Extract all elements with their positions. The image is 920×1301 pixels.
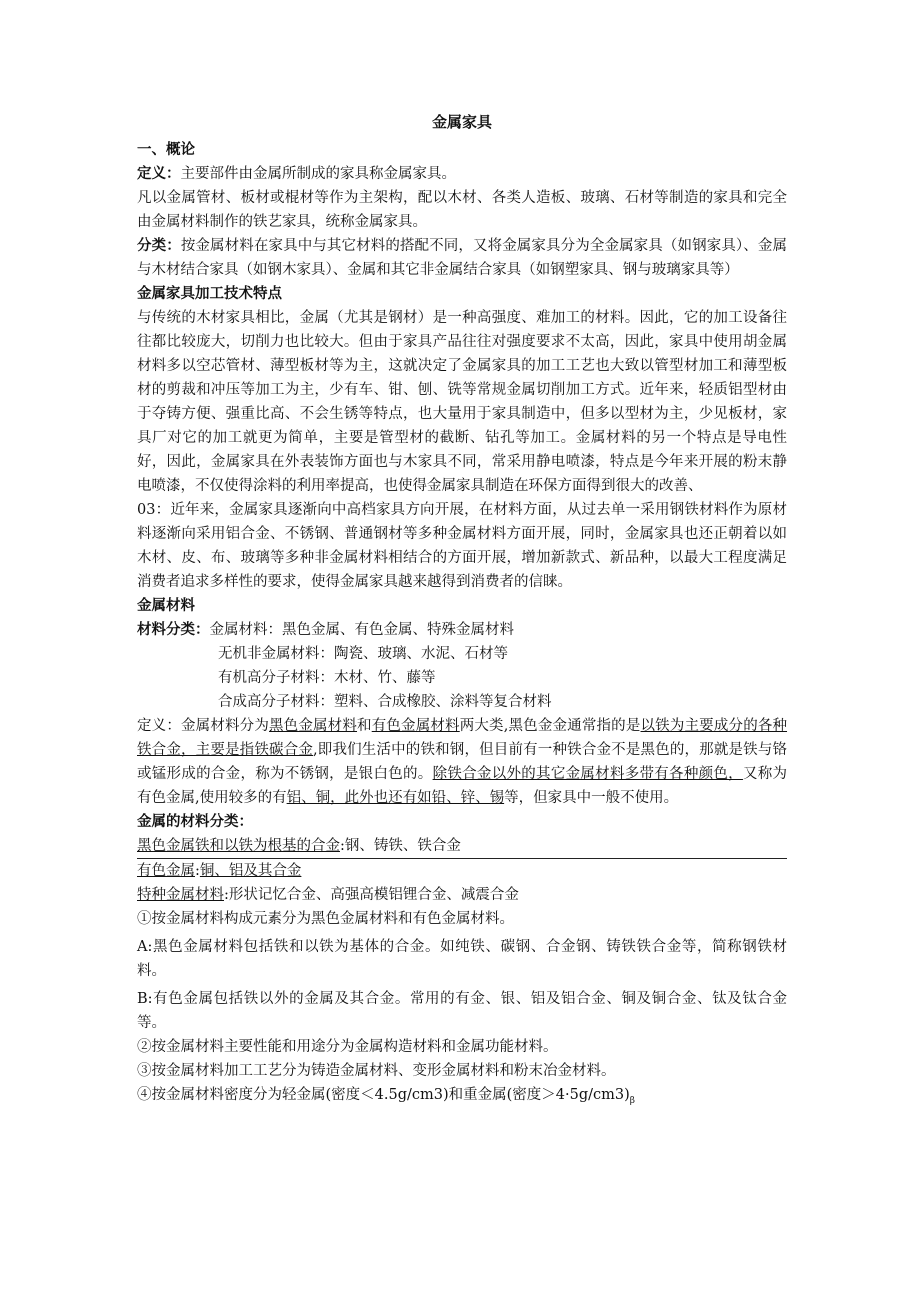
material-class-3: 有机高分子材料：木材、竹、藤等 — [218, 670, 436, 686]
list-item-4 — [137, 1083, 787, 1113]
color-metal-line — [137, 859, 787, 883]
trend-paragraph: 03：近年来，金属家具逐渐向中高档家具方向开展，在材料方面，从过去单一采用钢铁材料作为原材料逐渐向采用铝合金、不锈钢、普通钢材等多种金属材料方面开展，同时，金属家具也还正朝着以如木材、皮、布、玻璃等多种非金属材料相结合的方面开展，增加新款式、新品种，以最大工程度满足消费者追求多样性的要求，使得金属家具越来越得到消费者的信睐。 — [137, 502, 787, 590]
def2-underline-4: 除铁合金以外的其它金属材料多带有各种颜色， — [432, 766, 743, 782]
def2-underline-1: 黑色金属材料 — [269, 718, 358, 734]
section-heading-tech: 金属家具加工技术特点 — [137, 285, 282, 302]
section-heading-materials: 金属材料 — [137, 597, 195, 614]
list-item-a: A:黑色金属材料包括铁和以铁为基体的合金。如纯铁、碳钢、合金钢、铸铁铁合金等，简称钢铁材料。 — [137, 939, 787, 979]
section-heading-overview: 一、概论 — [137, 141, 195, 158]
def2-underline-2: 有色金属材料 — [371, 718, 460, 734]
material-class-1: 金属材料：黑色金属、有色金属、特殊金属材料 — [209, 622, 514, 638]
definition-label: 定义： — [137, 165, 181, 182]
list-item-b: B:有色金属包括铁以外的金属及其合金。常用的有金、银、铝及铝合金、铜及铜合金、钛及钛合金等。 — [137, 991, 787, 1031]
def2-text-3: 两大类,黑色金金通常指的是 — [459, 718, 641, 734]
special-metal-term: 特种金属材料 — [137, 887, 224, 903]
def2-underline-3: 以铁为主要成分的各种铁合金，主要是指铁碳合金 — [137, 718, 788, 758]
material-class-label: 材料分类： — [137, 621, 210, 638]
color-metal-colon: : — [195, 863, 200, 879]
list-item-2: ②按金属材料主要性能和用途分为金属构造材料和金属功能材料。 — [137, 1039, 558, 1055]
document-title: 金属家具 — [431, 113, 492, 131]
black-metal-line — [137, 834, 787, 859]
list-item-4-text: ④按金属材料密度分为轻金属(密度＜4.5g/cm3)和重金属(密度＞4·5g/cm3) — [137, 1087, 630, 1103]
material-class-line-1 — [137, 618, 787, 642]
color-metal-list: 铜、铝及其合金 — [199, 863, 302, 879]
black-metal-list: :钢、铸铁、铁合金 — [340, 838, 461, 854]
tech-paragraph: 与传统的木材家具相比，金属（尤其是钢材）是一种高强度、难加工的材料。因此，它的加工设备往往都比较庞大，切削力也比较大。但由于家具产品往往对强度要求不太高，因此，家具中使用胡金属材料多以空芯管材、薄型板材等为主，这就决定了金属家具的加工工艺也大致以管型材加工和薄型板材的剪裁和冲压等加工为主，少有车、钳、刨、铣等常规金属切削加工方式。近年来，轻质铝型材由于夺铸方便、强重比高、不会生锈等特点，也大量用于家具制造中，但多以型材为主，少见板材，家具厂对它的加工就更为简单，主要是管型材的截断、钻孔等加工。金属材料的另一个特点是导电性好，因此，金属家具在外表装饰方面也与木家具不同，常采用静电喷漆，特点是今年来开展的粉末静电喷漆，不仅使得涂料的利用率提高，也使得金属家具制造在环保方面得到很大的改善、 — [137, 310, 787, 494]
def2-text-5: 又称为有色金属,使用较多的有 — [137, 766, 788, 806]
classification-text: 按金属材料在家具中与其它材料的搭配不同，又将金属家具分为全金属家具（如钢家具）、金属与木材结合家具（如钢木家具）、金属和其它非金属结合家具（如钢塑家具、钢与玻璃家具等） — [137, 238, 788, 278]
material-class-4: 合成高分子材料：塑料、合成橡胶、涂料等复合材料 — [218, 694, 552, 710]
special-metal-line — [137, 883, 787, 907]
classification-paragraph — [137, 234, 787, 282]
color-metal-term: 有色金属 — [137, 863, 195, 879]
definition-paragraph — [137, 162, 787, 186]
definition-paragraph-2: 凡以金属管材、板材或棍材等作为主架构，配以木材、各类人造板、玻璃、石材等制造的家具和完全由金属材料制作的铁艺家具，统称金属家具。 — [137, 190, 787, 230]
section-heading-metal-class: 金属的材料分类： — [137, 813, 253, 830]
def2-text-2: 和 — [357, 718, 372, 734]
definition-text: 主要部件由金属所制成的家具称金属家具。 — [180, 166, 456, 182]
list-item-3: ③按金属材料加工工艺分为铸造金属材料、变形金属材料和粉末冶金材料。 — [137, 1063, 616, 1079]
list-item-1: ①按金属材料构成元素分为黑色金属材料和有色金属材料。 — [137, 911, 514, 927]
def2-text-6: 等，但家具中一般不使用。 — [504, 790, 679, 806]
def2-text-4: ,即我们生活中的铁和钢，但目前有一种铁合金不是黑色的，那就是铁与铬或锰形成的合金，称为不锈钢，是银白色的。 — [137, 742, 787, 782]
classification-label: 分类： — [137, 237, 181, 254]
def2-underline-5: 铝、铜，此外也还有如铅、锌、锡 — [286, 790, 505, 806]
metal-definition-paragraph — [137, 714, 787, 810]
list-item-4-tail: β — [629, 1095, 635, 1106]
black-metal-term: 黑色金属铁和以铁为根基的合金 — [137, 838, 340, 854]
document-page — [137, 112, 787, 1113]
material-class-2: 无机非金属材料：陶瓷、玻璃、水泥、石材等 — [218, 646, 508, 662]
special-metal-list: :形状记忆合金、高强高模铝锂合金、减震合金 — [224, 887, 519, 903]
def2-text-1: 定义：金属材料分为 — [137, 718, 270, 734]
